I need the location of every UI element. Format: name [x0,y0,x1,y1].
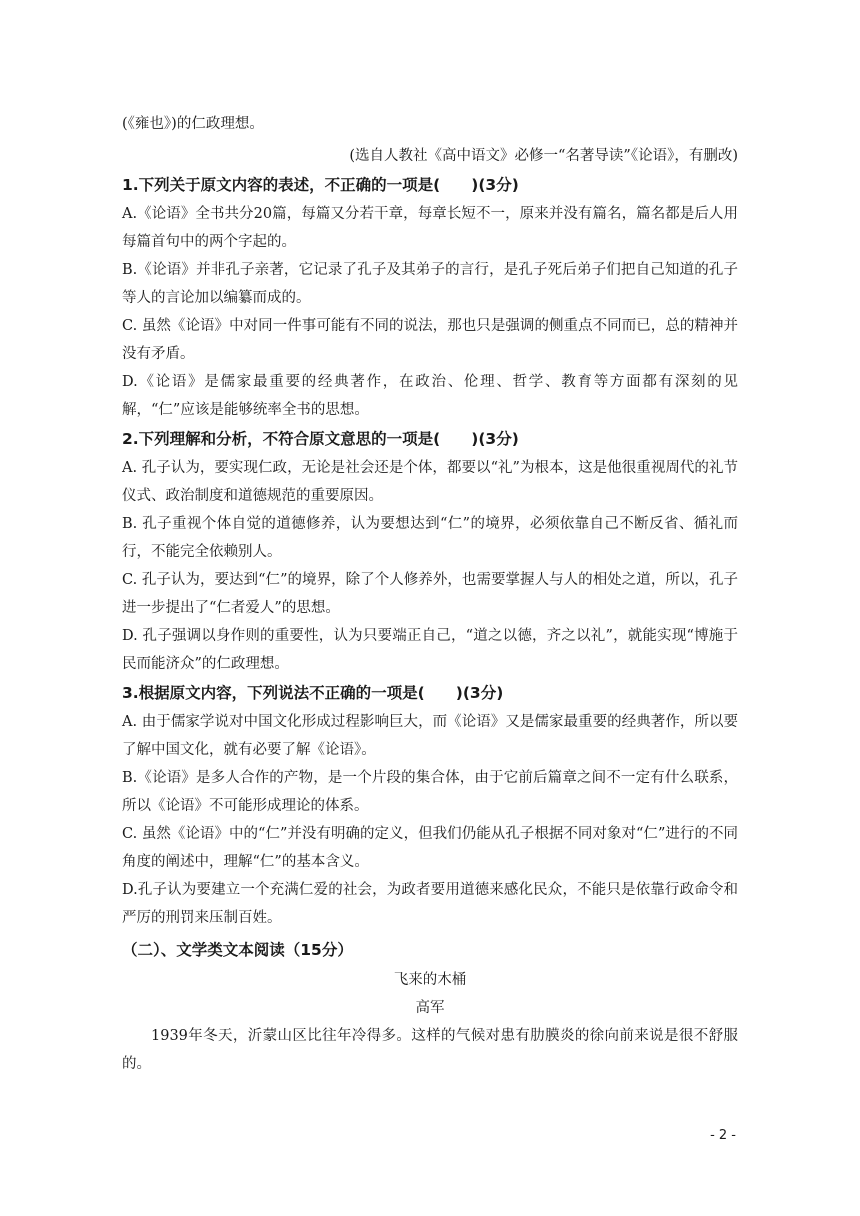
source-citation: (选自人教社《高中语文》必修一“名著导读”《论语》，有删改) [349,148,738,164]
page-content [122,110,738,1078]
question-2 [122,424,738,678]
option-b: B.《论语》并非孔子亲著，它记录了孔子及其弟子的言行，是孔子死后弟子们把自己知道的孔子等人的言论加以编纂而成的。 [122,262,738,306]
option-a: A. 由于儒家学说对中国文化形成过程影响巨大，而《论语》又是儒家最重要的经典著作，所以要了解中国文化，就有必要了解《论语》。 [122,714,738,758]
option-c: C. 孔子认为，要达到“仁”的境界，除了个人修养外，也需要掌握人与人的相处之道，所以，孔子进一步提出了“仁者爱人”的思想。 [122,572,738,616]
option-d: D.《论语》是儒家最重要的经典著作，在政治、伦理、哲学、教育等方面都有深刻的见解，“仁”应该是能够统率全书的思想。 [122,374,738,418]
question-stem: 3.根据原文内容，下列说法不正确的一项是( )(3分) [122,684,504,702]
option-a: A. 孔子认为，要实现仁政，无论是社会还是个体，都要以“礼”为根本，这是他很重视周代的礼节仪式、政治制度和道德规范的重要原因。 [122,460,738,504]
option-b: B. 孔子重视个体自觉的道德修养，认为要想达到“仁”的境界，必须依靠自己不断反省、循礼而行，不能完全依赖别人。 [122,516,738,560]
question-3 [122,678,738,932]
option-a: A.《论语》全书共分20篇，每篇又分若干章，每章长短不一，原来并没有篇名，篇名都是后人用每篇首句中的两个字起的。 [122,206,738,250]
page-number: - 2 - [710,1128,736,1143]
option-d: D.孔子认为要建立一个充满仁爱的社会，为政者要用道德来感化民众，不能只是依靠行政命令和严厉的刑罚来压制百姓。 [122,882,738,926]
option-b: B.《论语》是多人合作的产物，是一个片段的集合体，由于它前后篇章之间不一定有什么联系，所以《论语》不可能形成理论的体系。 [122,770,738,814]
story-title: 飞来的木桶 [393,972,467,988]
option-c: C. 虽然《论语》中的“仁”并没有明确的定义，但我们仍能从孔子根据不同对象对“仁”进行的不同角度的阐述中，理解“仁”的基本含义。 [122,826,738,870]
question-stem: 1.下列关于原文内容的表述，不正确的一项是( )(3分) [122,176,519,194]
question-1 [122,170,738,424]
section-heading: （二）、文学类文本阅读（15分） [122,941,353,959]
option-d: D. 孔子强调以身作则的重要性，认为只要端正自己，“道之以德，齐之以礼”，就能实现“博施于民而能济众”的仁政理想。 [122,628,738,672]
question-stem: 2.下列理解和分析，不符合原文意思的一项是( )(3分) [122,430,519,448]
story-paragraph: 1939年冬天，沂蒙山区比往年冷得多。这样的气候对患有肋膜炎的徐向前来说是很不舒服的。 [122,1028,738,1072]
story-author: 高军 [415,1000,445,1016]
intro-tail: (《雍也》)的仁政理想。 [122,116,264,132]
option-c: C. 虽然《论语》中对同一件事可能有不同的说法，那也只是强调的侧重点不同而已，总的精神并没有矛盾。 [122,318,738,362]
